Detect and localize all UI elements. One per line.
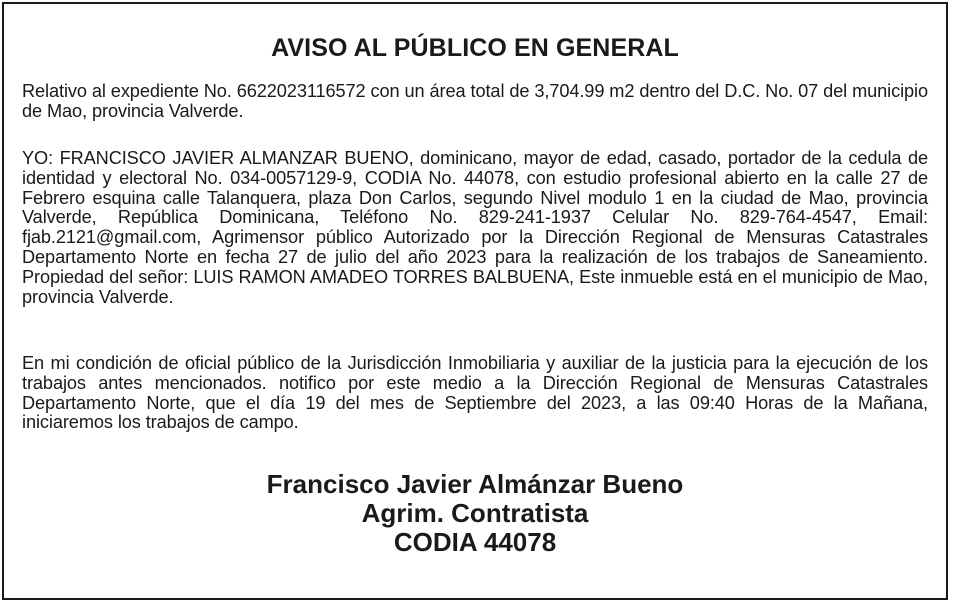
signature-name: Francisco Javier Almánzar Bueno [266, 469, 684, 499]
signature-block [4, 470, 946, 557]
signature-role: Agrim. Contratista [361, 498, 589, 528]
paragraph-file-reference: Relativo al expediente No. 6622023116572 con un área total de 3,704.99 m2 dentro del D.C. No. 07 del municipio de Mao, provincia Valverde. [22, 81, 928, 121]
paragraph-surveyor-details: YO: FRANCISCO JAVIER ALMANZAR BUENO, dominicano, mayor de edad, casado, portador de la cedula de identidad y electoral No. 034-0057129-9, CODIA No. 44078, con estudio profesional abierto en la calle 27 de Febrero esquina calle Talanquera, plaza Don Carlos, segundo Nivel modulo 1 en la ciudad de Mao, provincia Valverde, República Dominicana, Teléfono No. 829-241-1937 Celular No. 829-764-4547, Email: fjab.2121@gmail.com, Agrimensor público Autorizado por la Dirección Regional de Mensuras Catastrales Departamento Norte en fecha 27 de julio del año 2023 para la realización de los trabajos de Saneamiento. Propiedad del señor: LUIS RAMON AMADEO TORRES BALBUENA, Este inmueble está en el municipio de Mao, provincia Valverde. [22, 148, 928, 307]
signature-codia: CODIA 44078 [393, 527, 557, 557]
paragraph-notification: En mi condición de oficial público de la Jurisdicción Inmobiliaria y auxiliar de la justicia para la ejecución de los trabajos antes mencionados. notifico por este medio a la Dirección Regional de Mensuras Catastrales Departamento Norte, que el día 19 del mes de Septiembre del 2023, a las 09:40 Horas de la Mañana, iniciaremos los trabajos de campo. [22, 353, 928, 433]
public-notice [2, 2, 948, 600]
notice-title: AVISO AL PÚBLICO EN GENERAL [271, 34, 679, 62]
